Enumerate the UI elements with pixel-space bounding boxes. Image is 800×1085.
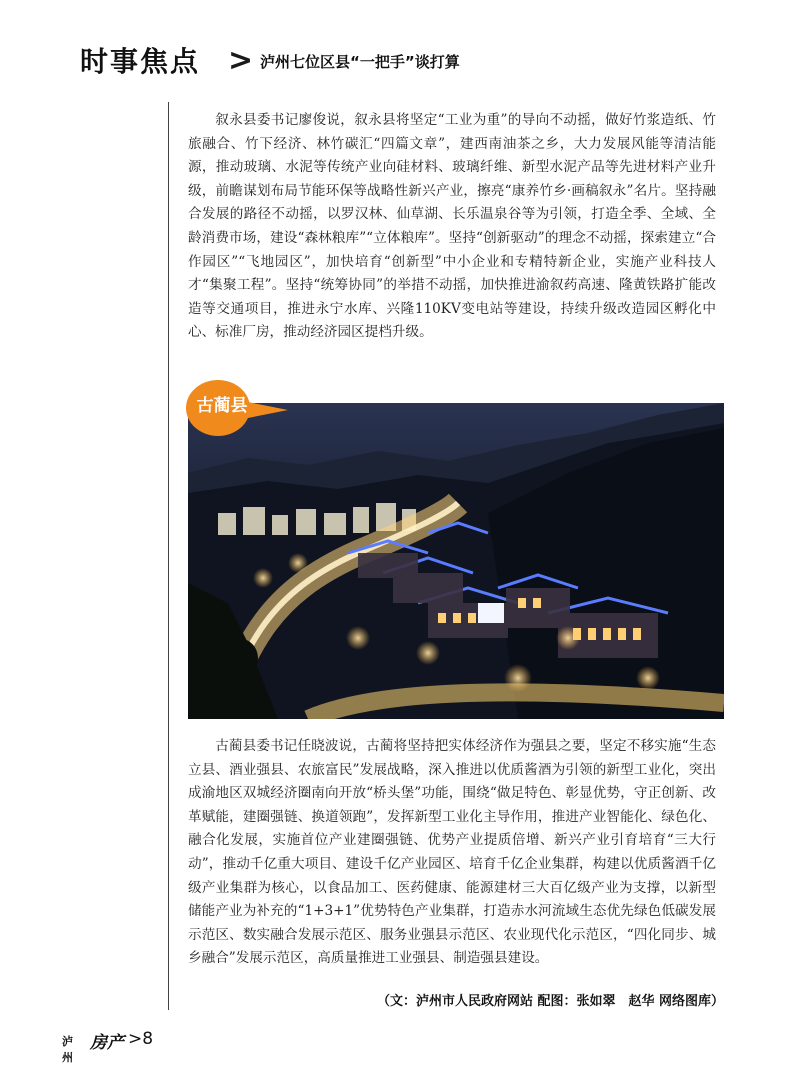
photo-credit: （文：泸州市人民政府网站 配图：张如翠 赵华 网络图库）	[376, 994, 724, 1009]
chevron-right-icon: >	[228, 43, 254, 78]
page-number: >8	[128, 1029, 154, 1049]
county-badge-label: 古蔺县	[196, 396, 248, 416]
magazine-logo: 房产	[90, 1033, 124, 1053]
section-title: 时事焦点	[80, 45, 201, 78]
article-subtitle: 泸州七位区县“一把手”谈打算	[260, 53, 460, 71]
paragraph-xuyong: 叙永县委书记廖俊说，叙永县将坚定“工业为重”的导向不动摇，做好竹浆造纸、竹旅融合、竹下经济、林竹碳汇“四篇文章”，建西南油茶之乡，大力发展风能等清洁能源，推动玻璃、水泥等传统产业向硅材料、玻璃纤维、新型水泥产品等先进材料产业升级，前瞻谋划布局节能环保等战略性新兴产业，擦亮“康养竹乡·画稿叙永”名片。坚持融合发展的路径不动摇，以罗汉林、仙草湖、长乐温泉谷等为引领，打造全季、全域、全龄消费市场，建设“森林粮库”“立体粮库”。坚持“创新驱动”的理念不动摇，探索建立“合作园区”“飞地园区”，加快培育“创新型”中小企业和专精特新企业，实施产业科技人才“集聚工程”。坚持“统筹协同”的举措不动摇，加快推进渝叙药高速、隆黄铁路扩能改造等交通项目，推进永宁水库、兴隆110KV变电站等建设，持续升级改造园区孵化中心、标准厂房，推动经济园区提档升级。	[188, 112, 716, 341]
footer-brand: 泸州	[62, 1035, 73, 1064]
night-town-photo	[188, 403, 724, 719]
night-town-illustration	[188, 403, 724, 719]
page-header	[80, 44, 760, 84]
vertical-divider	[168, 102, 169, 1010]
paragraph-gulin: 古蔺县委书记任晓波说，古蔺将坚持把实体经济作为强县之要，坚定不移实施“生态立县、酒业强县、农旅富民”发展战略，深入推进以优质酱酒为引领的新型工业化，突出成渝地区双城经济圈南向开放“桥头堡”功能，围绕“做足特色、彰显优势，守正创新、改革赋能，建圈强链、换道领跑”，发挥新型工业化主导作用，推进产业智能化、绿色化、融合化发展，实施首位产业建圈强链、优势产业提质倍增、新兴产业引育培育“三大行动”，推动千亿重大项目、建设千亿产业园区、培育千亿企业集群，构建以优质酱酒千亿级产业集群为核心，以食品加工、医药健康、能源建材三大百亿级产业为支撑，以新型储能产业为补充的“1+3+1”优势特色产业集群，打造赤水河流域生态优先绿色低碳发展示范区、数实融合发展示范区、服务业强县示范区、农业现代化示范区，“四化同步、城乡融合”发展示范区，高质量推进工业强县、制造强县建设。	[188, 738, 716, 967]
